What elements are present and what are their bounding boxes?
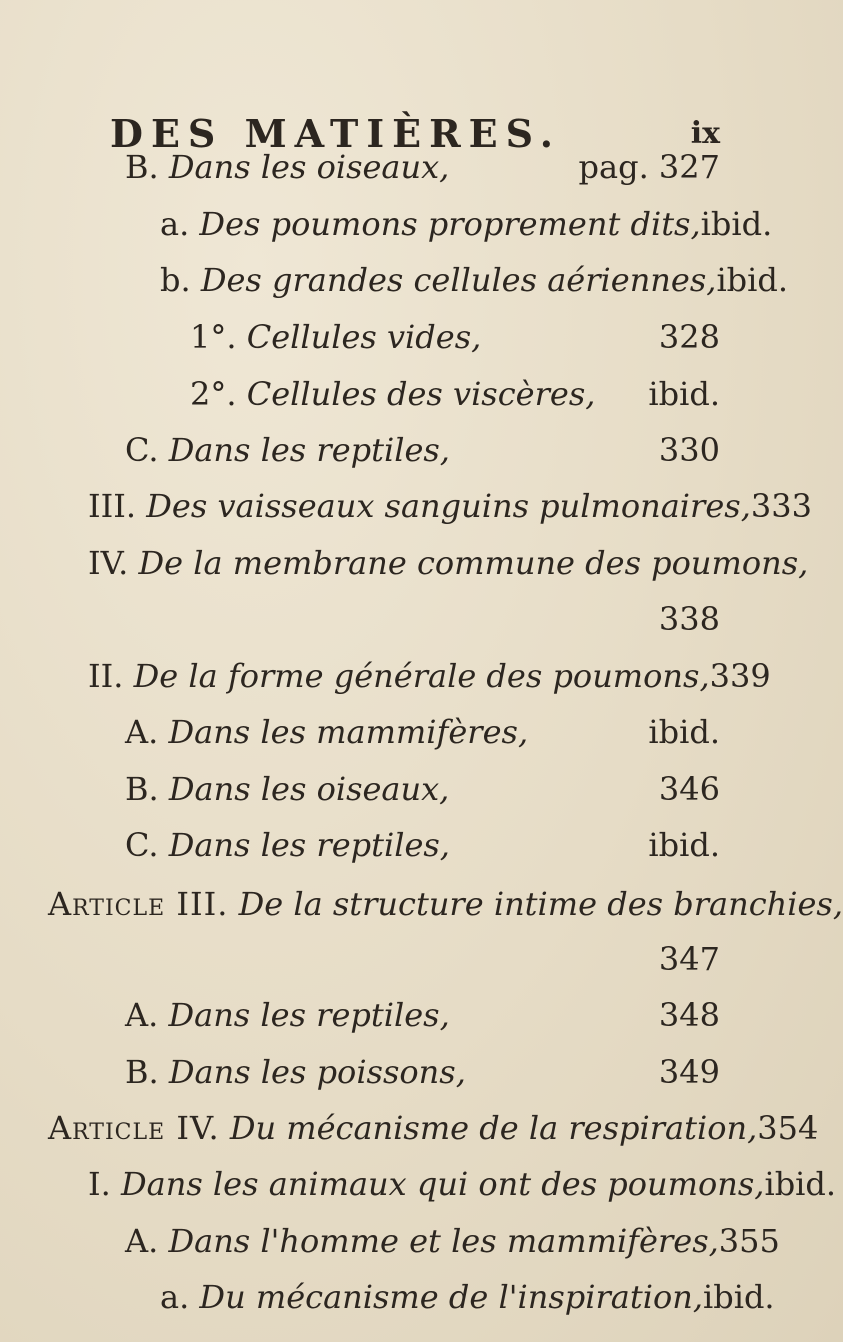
toc-entry: A. Dans les reptiles, 348 — [125, 996, 720, 1034]
page-ref: 328 — [658, 318, 720, 356]
toc-entry — [88, 600, 720, 646]
toc-entry: I. Dans les animaux qui ont des poumons, ibid. — [88, 1165, 837, 1203]
toc-entry: A. Dans les mammifères, ibid. — [125, 713, 720, 751]
toc-entry: II. De la forme générale des poumons, 339 — [88, 657, 771, 695]
toc-entry: IV. De la membrane commune des poumons, — [88, 544, 809, 582]
toc-entry: 1°. Cellules vides, 328 — [190, 318, 720, 356]
page-ref: 333 — [750, 487, 812, 525]
toc-entry: a. Du mécanisme de l'inspiration, ibid. — [160, 1278, 775, 1316]
toc-entry: Article IV. Du mécanisme de la respiration, 354 — [48, 1109, 819, 1147]
toc-entry: B. Dans les poissons, 349 — [125, 1053, 720, 1091]
page-ref: ibid. — [716, 261, 789, 299]
page-ref: ibid. — [764, 1165, 837, 1203]
page-ref: 330 — [658, 431, 720, 469]
page-ref: ibid. — [648, 713, 720, 751]
toc-entry: b. Des grandes cellules aériennes, ibid. — [160, 261, 789, 299]
toc-entry: A. Dans l'homme et les mammifères, 355 — [125, 1222, 780, 1260]
page-ref: 339 — [709, 657, 771, 695]
toc-entry: C. Dans les reptiles, ibid. — [125, 826, 720, 864]
page-ref: 346 — [658, 770, 720, 808]
page-ref: ibid. — [700, 205, 773, 243]
toc-entry — [48, 940, 720, 986]
page-ref: pag. 327 — [578, 148, 720, 186]
toc-entry: III. Des vaisseaux sanguins pulmonaires, 333 — [88, 487, 812, 525]
page-ref: 338 — [658, 600, 720, 638]
toc-entry: 2°. Cellules des viscères, ibid. — [190, 375, 720, 413]
toc-entry: Article III. De la structure intime des branchies, — [48, 885, 843, 923]
page-ref: 347 — [658, 940, 720, 978]
toc-entry: B. Dans les oiseaux, pag. 327 — [125, 148, 720, 186]
page-ref: ibid. — [702, 1278, 775, 1316]
page-ref: 349 — [658, 1053, 720, 1091]
page-ref: 354 — [757, 1109, 819, 1147]
toc-entry: a. Des poumons proprement dits, ibid. — [160, 205, 773, 243]
page-ref: ibid. — [648, 826, 720, 864]
page-ref: 348 — [658, 996, 720, 1034]
toc-entry: B. Dans les oiseaux, 346 — [125, 770, 720, 808]
running-title: DES MATIÈRES. — [110, 110, 561, 156]
toc-entry: C. Dans les reptiles, 330 — [125, 431, 720, 469]
page-ref: 355 — [718, 1222, 780, 1260]
page-folio: ix — [690, 115, 720, 151]
page-ref: ibid. — [648, 375, 720, 413]
